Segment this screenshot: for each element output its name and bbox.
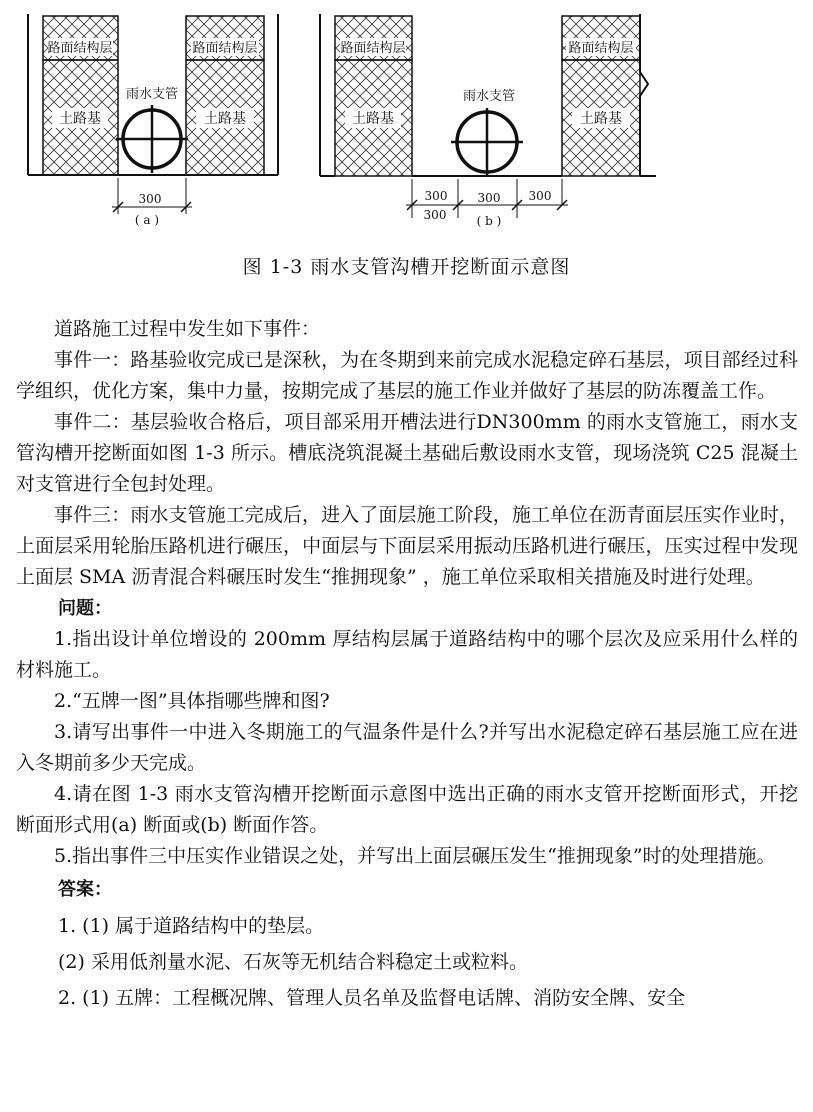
section-b-pipe-label: 雨水支管 — [462, 89, 516, 104]
section-b-left-top-label: 路面结构层 — [340, 41, 406, 56]
question-2: 2.“五牌一图”具体指哪些牌和图? — [54, 690, 330, 712]
section-b-dim-right: 300 — [528, 189, 552, 203]
section-a-sublabel: ( a ) — [134, 213, 160, 227]
paragraph-intro: 道路施工过程中发生如下事件： — [54, 318, 321, 340]
section-b-dim-left: 300 — [424, 189, 448, 203]
paragraph-event-1: 事件一：路基验收完成已是深秋，为在冬期到来前完成水泥稳定碎石基层，项目部经过科学组织，优化方案，集中力量，按期完成了基层的施工作业并做好了基层的防冻覆盖工作。 — [16, 349, 798, 402]
section-b — [320, 14, 656, 228]
question-4: 4.请在图 1-3 雨水支管沟槽开挖断面示意图中选出正确的雨水支管开挖断面形式，开挖断面形式用(a) 断面或(b) 断面作答。 — [16, 783, 798, 836]
answer-2-1: 2. (1) 五牌：工程概况牌、管理人员名单及监督电话牌、消防安全牌、安全 — [58, 987, 686, 1009]
section-a-right-top-label: 路面结构层 — [192, 41, 258, 56]
section-b-left-bottom-label: 土路基 — [352, 111, 394, 127]
answer-1-1: 1. (1) 属于道路结构中的垫层。 — [58, 915, 325, 937]
paragraph-event-3: 事件三：雨水支管施工完成后，进入了面层施工阶段，施工单位在沥青面层压实作业时，上面层采用轮胎压路机进行碾压，中面层与下面层采用振动压路机进行碾压，压实过程中发现上面层 SMA 沥青混合料碾压时发生“推拥现象” ，施工单位采取相关措施及时进行处理。 — [16, 504, 798, 588]
question-5: 5.指出事件三中压实作业错误之处，并写出上面层碾压发生“推拥现象”时的处理措施。 — [54, 845, 776, 867]
section-a-right-bottom-label: 土路基 — [204, 111, 246, 127]
section-a-dim: 300 — [138, 192, 162, 206]
section-b-sublabel: ( b ) — [476, 214, 502, 228]
section-b-dim-total: 300 — [423, 208, 447, 222]
question-1: 1.指出设计单位增设的 200mm 厚结构层属于道路结构中的哪个层次及应采用什么样的材料施工。 — [16, 628, 798, 681]
answers-heading: 答案： — [58, 879, 112, 900]
paragraph-event-2: 事件二：基层验收合格后，项目部采用开槽法进行DN300mm 的雨水支管施工，雨水支管沟槽开挖断面如图 1-3 所示。槽底浇筑混凝土基础后敷设雨水支管，现场浇筑 C25 混凝土对支管进行全包封处理。 — [16, 411, 798, 495]
section-a-left-bottom-label: 土路基 — [59, 111, 101, 127]
section-a — [28, 14, 278, 227]
question-3: 3.请写出事件一中进入冬期施工的气温条件是什么?并写出水泥稳定碎石基层施工应在进入冬期前多少天完成。 — [16, 721, 798, 774]
section-b-right-bottom-label: 土路基 — [580, 111, 622, 127]
section-b-right-top-label: 路面结构层 — [568, 41, 634, 56]
section-a-left-top-label: 路面结构层 — [47, 41, 113, 56]
questions-heading: 问题： — [58, 598, 112, 619]
answer-1-2: (2) 采用低剂量水泥、石灰等无机结合料稳定土或粒料。 — [58, 951, 528, 973]
trench-section-figure — [0, 0, 813, 240]
figure-caption: 图 1-3 雨水支管沟槽开挖断面示意图 — [242, 256, 571, 278]
section-a-pipe-label: 雨水支管 — [125, 87, 179, 102]
document-body — [16, 314, 798, 1016]
section-b-dim-mid: 300 — [477, 191, 501, 205]
